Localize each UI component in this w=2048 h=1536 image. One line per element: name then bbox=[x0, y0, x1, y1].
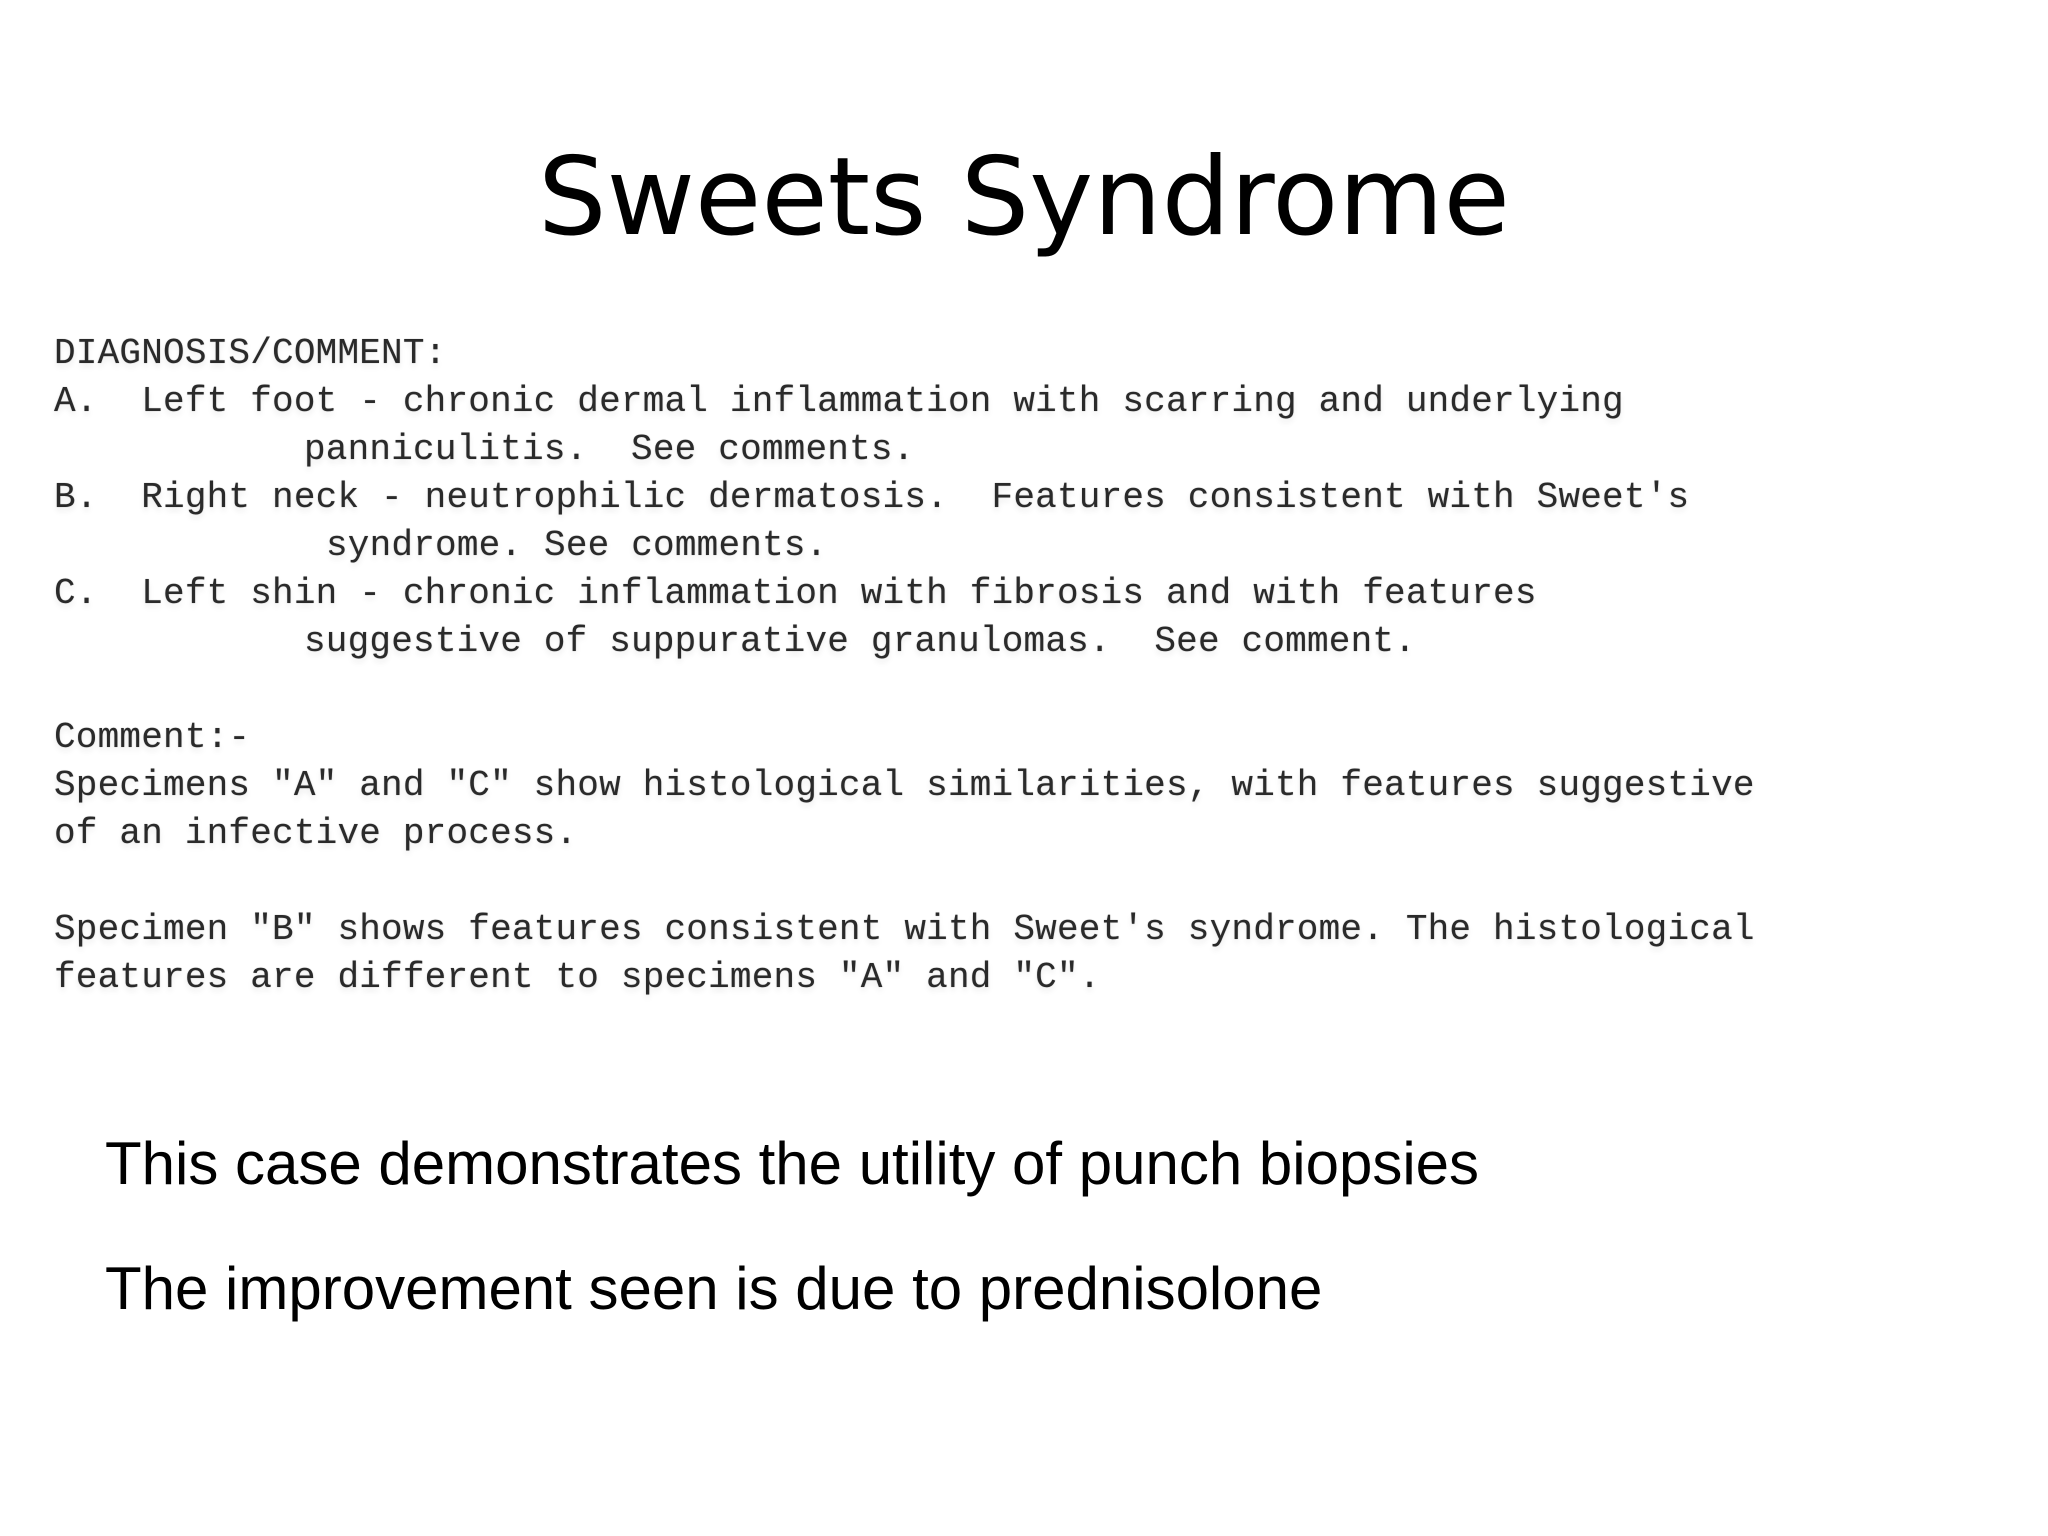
conclusion-text-2: The improvement seen is due to prednisolone bbox=[105, 1255, 1323, 1322]
report-line-c: C. Left shin - chronic inflammation with fibrosis and with features bbox=[54, 573, 1537, 614]
comment-paragraph-2-line-2: features are different to specimens "A" and "C". bbox=[54, 957, 1101, 998]
comment-paragraph-2-line-1: Specimen "B" shows features consistent with Sweet's syndrome. The histological bbox=[54, 909, 1755, 950]
report-line-a-continued: panniculitis. See comments. bbox=[304, 429, 915, 470]
pathology-report-image bbox=[44, 330, 1964, 1030]
comment-heading: Comment:- bbox=[54, 717, 251, 758]
report-line-a: A. Left foot - chronic dermal inflammation with scarring and underlying bbox=[54, 381, 1624, 422]
comment-paragraph-1-line-2: of an infective process. bbox=[54, 813, 578, 854]
report-line-c-continued: suggestive of suppurative granulomas. See comment. bbox=[304, 621, 1416, 662]
report-line-b: B. Right neck - neutrophilic dermatosis. Features consistent with Sweet's bbox=[54, 477, 1690, 518]
report-heading: DIAGNOSIS/COMMENT: bbox=[54, 333, 447, 374]
conclusion-text-1: This case demonstrates the utility of punch biopsies bbox=[105, 1130, 1480, 1197]
report-line-b-continued: syndrome. See comments. bbox=[326, 525, 828, 566]
comment-paragraph-1-line-1: Specimens "A" and "C" show histological similarities, with features suggestive bbox=[54, 765, 1755, 806]
slide-title: Sweets Syndrome bbox=[538, 135, 1510, 260]
